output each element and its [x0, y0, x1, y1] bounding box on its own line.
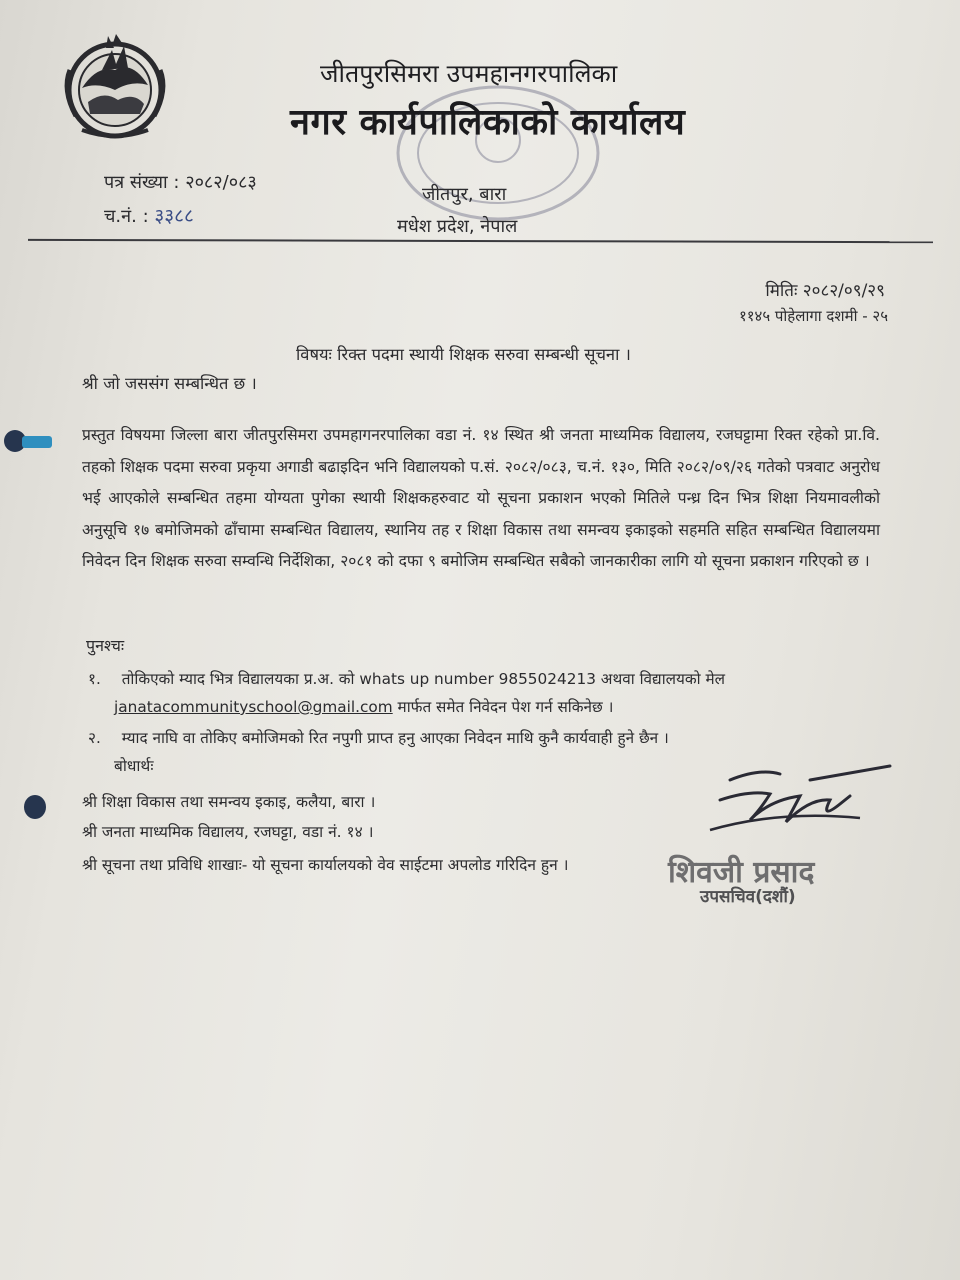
notice-body: प्रस्तुत विषयमा जिल्ला बारा जीतपुरसिमरा उपमहागनरपालिका वडा नं. १४ स्थित श्री जनता माध्यमिक विद्यालय, रजघट्टामा रिक्त रहेको प्रा.वि. तहको शिक्षक पदमा सरुवा प्रकृया अगाडी बढाइदिन भनि विद्यालयको प.सं. २०८२/०८३, च.नं. १३०, मिति २०८२/०९/२६ गतेको पत्रवाट अनुरोध भई आएकोले सम्बन्धित तहमा योग्यता पुगेका स्थायी शिक्षकहरुवाट यो सूचना प्रकाशन भएको मितिले पन्ध्र दिन भित्र शिक्षा नियमावलीको अनुसूचि १७ बमोजिमको ढाँचामा सम्बन्धित विद्यालय, स्थानिय तह र शिक्षा विकास तथा समन्वय इकाइको सहमति सहित सम्बन्धित विद्यालयमा निवेदन दिन शिक्षक सरुवा सम्वन्धि निर्देशिका, २०८१ को दफा ९ बमोजिम सम्बन्धित सबैको जानकारीका लागि यो सूचना प्रकाशन गरिएको छ । — [82, 426, 880, 570]
location-city: जीतपुर, बारा — [422, 184, 507, 205]
dispatch-number-label: च.नं. : — [104, 206, 149, 227]
salutation: श्री जो जससंग सम्बन्धित छ । — [82, 374, 257, 393]
dispatch-number — [104, 202, 194, 228]
item-2-text: म्याद नाघि वा तोकिए बमोजिमको रित नपुगी प्राप्त हनु आएका निवेदन माथि कुनै कार्यवाही हुने छैन । — [121, 729, 669, 747]
postscript-item-1 — [88, 669, 725, 689]
punch-hole-bottom — [24, 795, 46, 819]
cc-line-2: श्री जनता माध्यमिक विद्यालय, रजघट्टा, वडा नं. १४ । — [82, 823, 374, 841]
letter-number-value: २०८२/०८३ — [185, 172, 257, 193]
postscript-item-2 — [88, 728, 669, 748]
office-name: नगर कार्यपालिकाको कार्यालय — [290, 102, 686, 143]
letter-number-label: पत्र संख्या : — [104, 172, 180, 193]
location-province: मधेश प्रदेश, नेपाल — [397, 216, 518, 237]
item-1-number: १. — [88, 670, 101, 688]
subject-line: विषयः रिक्त पदमा स्थायी शिक्षक सरुवा सम्बन्धी सूचना । — [296, 345, 631, 364]
postscript-item-1-cont — [114, 697, 613, 717]
nepal-emblem-logo — [52, 30, 178, 142]
item-2-number: २. — [88, 729, 101, 747]
file-tag-top — [22, 436, 52, 448]
item-1-rest: मार्फत समेत निवेदन पेश गर्न सकिनेछ । — [392, 698, 614, 716]
date-nepal-sambat: ११४५ पोहेलागा दशमी - २५ — [738, 307, 888, 325]
letter-number — [104, 170, 257, 194]
signatory-name: शिवजी प्रसाद — [668, 855, 815, 890]
municipality-name: जीतपुरसिमरा उपमहानगरपालिका — [320, 59, 618, 88]
date-bs: मितिः २०८२/०९/२९ — [765, 281, 885, 301]
school-email-link[interactable]: janatacommunityschool@gmail.com — [114, 698, 393, 716]
signatory-title: उपसचिव(दशौं) — [700, 887, 796, 907]
handwritten-signature — [690, 760, 900, 850]
cc-line-1: श्री शिक्षा विकास तथा समन्वय इकाइ, कलैया, बारा । — [82, 793, 376, 811]
item-1-text: तोकिएको म्याद भित्र विद्यालयका प्र.अ. को whats up number 9855024213 अथवा विद्यालयको मेल — [121, 670, 725, 688]
dispatch-number-value: ३३८८ — [154, 205, 194, 227]
cc-heading: बोधार्थः — [114, 757, 154, 775]
header-divider — [28, 239, 933, 243]
postscript-heading: पुनश्चः — [86, 636, 125, 655]
cc-line-3: श्री सूचना तथा प्रविधि शाखाः- यो सूचना कार्यालयको वेव साईटमा अपलोड गरिदिन हुन । — [82, 856, 569, 874]
